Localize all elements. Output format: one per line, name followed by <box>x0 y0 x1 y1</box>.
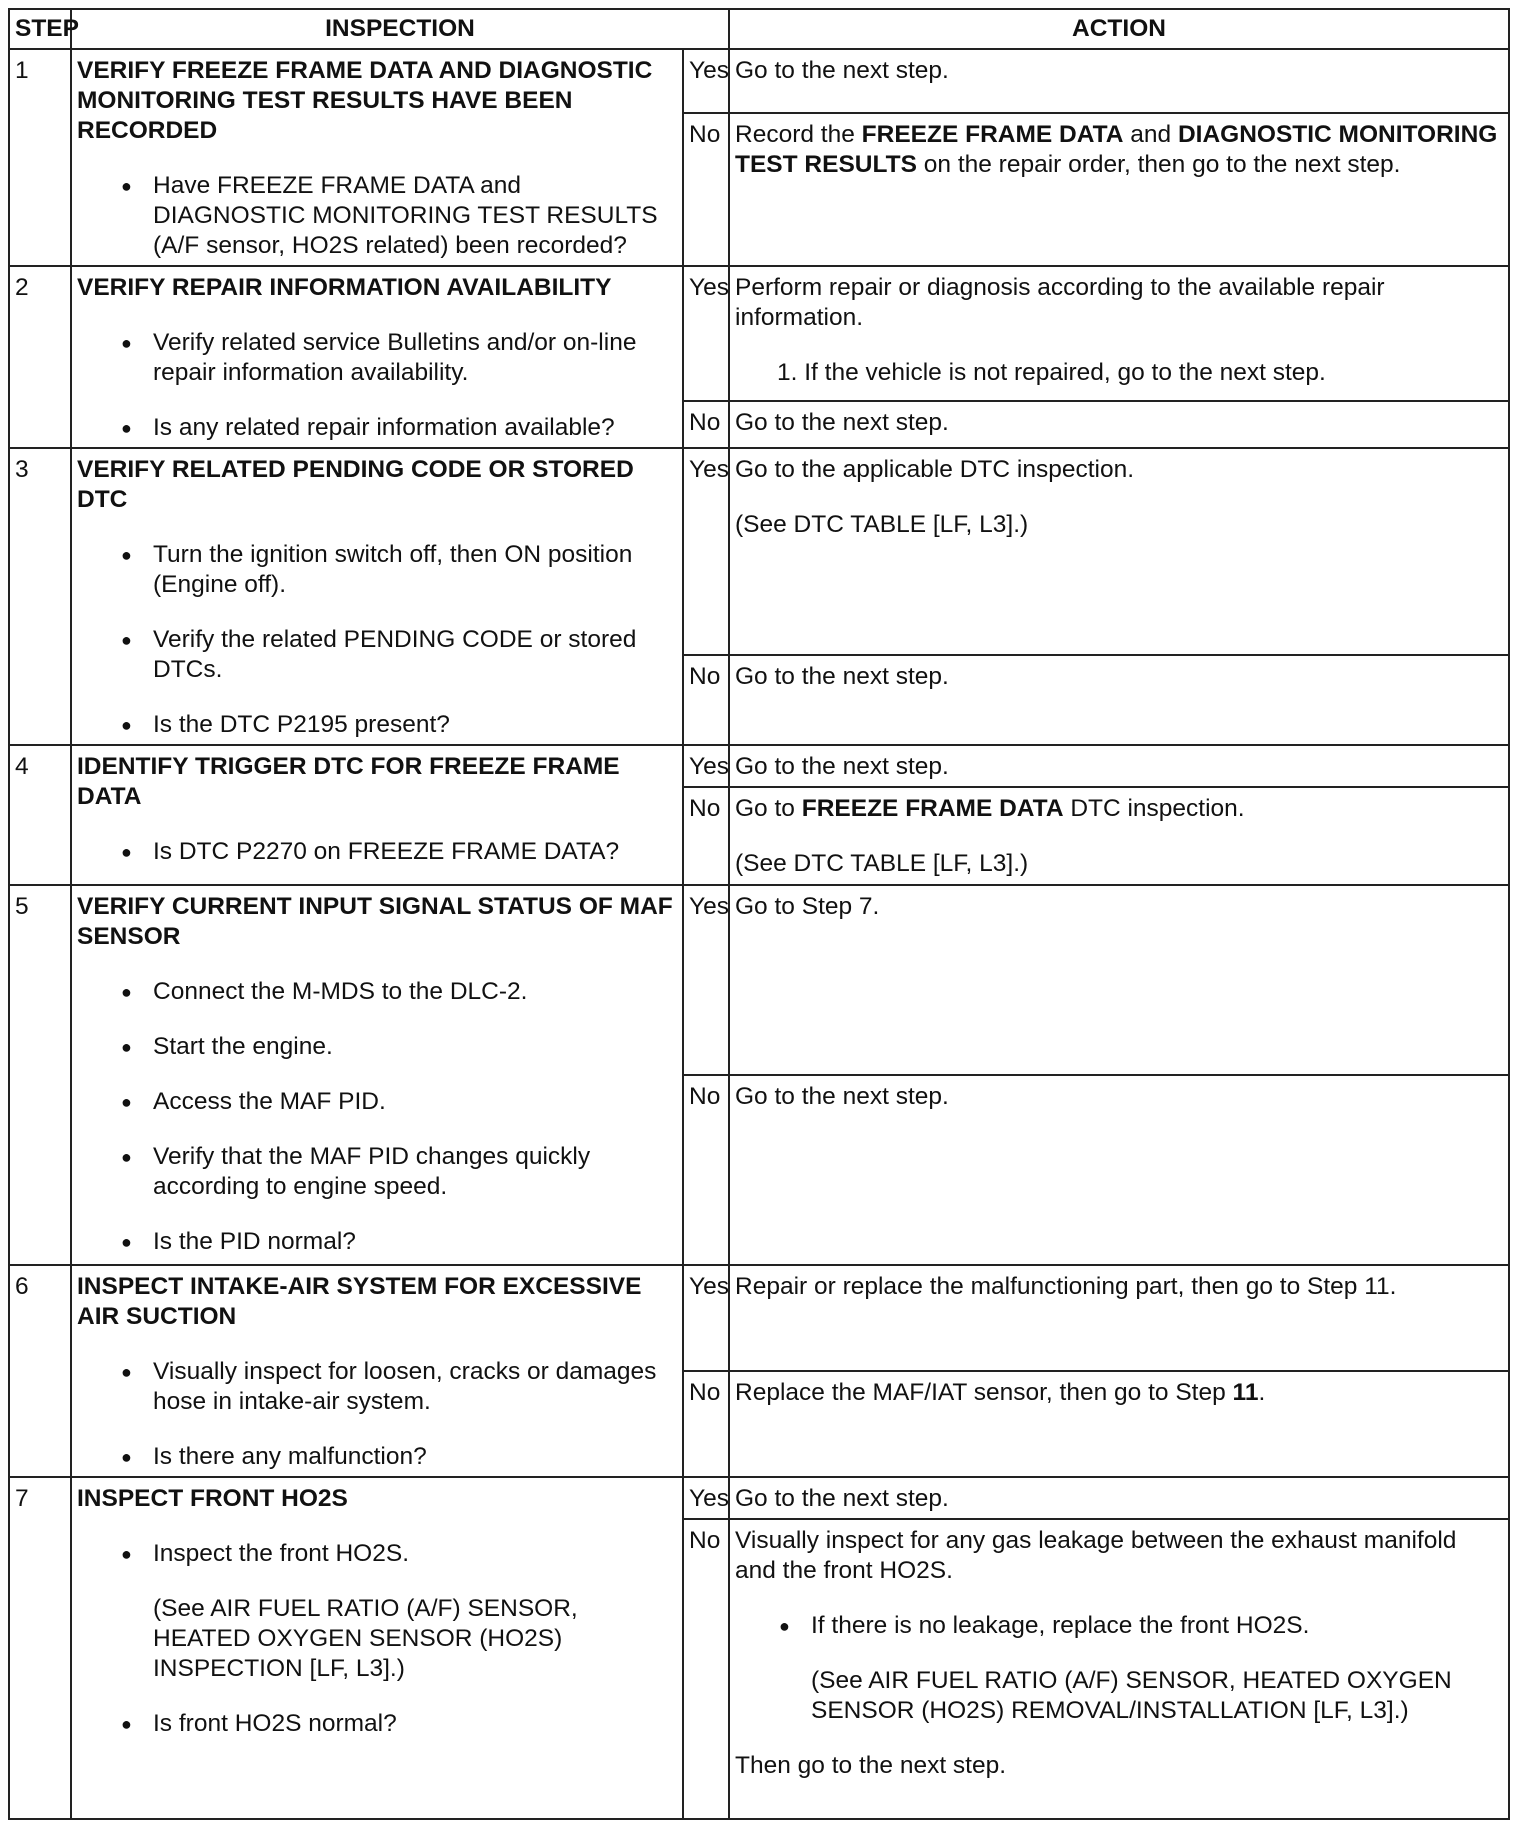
step-number: 6 <box>9 1265 71 1477</box>
bullet-list <box>77 837 677 867</box>
action-no: Go to the next step. <box>729 1075 1509 1265</box>
header-action: ACTION <box>729 9 1509 49</box>
table-row <box>9 745 1509 787</box>
bullet-list <box>77 540 677 740</box>
inspection-cell <box>71 266 683 448</box>
list-item: ● Is there any malfunction? <box>77 1442 677 1472</box>
list-item: ● Start the engine. <box>77 1032 677 1062</box>
inspection-cell <box>71 745 683 885</box>
list-item: ● Is DTC P2270 on FREEZE FRAME DATA? <box>77 837 677 867</box>
list-item: ● Inspect the front HO2S. <box>77 1539 677 1569</box>
table-row <box>9 266 1509 401</box>
inspection-cell <box>71 1265 683 1477</box>
yes-label: Yes <box>683 1265 729 1371</box>
step-title: INSPECT INTAKE-AIR SYSTEM FOR EXCESSIVE AIR SUCTION <box>77 1273 642 1330</box>
no-label: No <box>683 787 729 885</box>
yes-label: Yes <box>683 1477 729 1519</box>
action-no: Go to FREEZE FRAME DATA DTC inspection. (See DTC TABLE [LF, L3].) <box>729 787 1509 885</box>
header-row <box>9 9 1509 49</box>
list-item: ● Is the DTC P2195 present? <box>77 710 677 740</box>
yes-label: Yes <box>683 448 729 655</box>
table-row <box>9 885 1509 1075</box>
no-label: No <box>683 401 729 448</box>
list-item: ● Have FREEZE FRAME DATA and DIAGNOSTIC MONITORING TEST RESULTS (A/F sensor, HO2S related) been recorded? <box>77 171 677 261</box>
reference-text: (See AIR FUEL RATIO (A/F) SENSOR, HEATED OXYGEN SENSOR (HO2S) REMOVAL/INSTALLATION [LF, L3].) <box>811 1667 1452 1724</box>
yes-label: Yes <box>683 885 729 1075</box>
list-item: ● Visually inspect for loosen, cracks or damages hose in intake-air system. <box>77 1357 677 1417</box>
step-number: 1 <box>9 49 71 266</box>
inspection-cell <box>71 49 683 266</box>
step-number: 5 <box>9 885 71 1265</box>
table-row <box>9 448 1509 655</box>
action-yes: Go to the next step. <box>729 1477 1509 1519</box>
action-yes: Go to the next step. <box>729 745 1509 787</box>
step-title: INSPECT FRONT HO2S <box>77 1485 348 1512</box>
table-row <box>9 1477 1509 1519</box>
list-item: ● Is any related repair information available? <box>77 413 677 443</box>
action-yes: Go to the next step. <box>729 49 1509 113</box>
yes-label: Yes <box>683 49 729 113</box>
list-item: ● Is front HO2S normal? <box>77 1709 677 1739</box>
no-label: No <box>683 655 729 745</box>
inspection-cell <box>71 448 683 745</box>
list-item: ● Verify the related PENDING CODE or stored DTCs. <box>77 625 677 685</box>
bullet-list <box>77 1357 677 1472</box>
bullet-list <box>77 1539 677 1569</box>
action-yes: Go to the applicable DTC inspection. (See DTC TABLE [LF, L3].) <box>729 448 1509 655</box>
bullet-list <box>77 977 677 1257</box>
bullet-list <box>77 328 677 443</box>
table-row <box>9 49 1509 113</box>
list-item: ● Turn the ignition switch off, then ON position (Engine off). <box>77 540 677 600</box>
step-number: 7 <box>9 1477 71 1819</box>
list-item: ● Connect the M-MDS to the DLC-2. <box>77 977 677 1007</box>
list-item: ● If there is no leakage, replace the front HO2S. <box>735 1611 1503 1641</box>
bullet-list <box>77 171 677 261</box>
list-item: ● Is the PID normal? <box>77 1227 677 1257</box>
inspection-cell <box>71 1477 683 1819</box>
list-item: ● Verify that the MAF PID changes quickly according to engine speed. <box>77 1142 677 1202</box>
action-yes: Go to Step 7. <box>729 885 1509 1075</box>
action-no: Go to the next step. <box>729 401 1509 448</box>
list-item: ● Access the MAF PID. <box>77 1087 677 1117</box>
action-no: Record the FREEZE FRAME DATA and DIAGNOSTIC MONITORING TEST RESULTS on the repair order, then go to the next step. <box>729 113 1509 266</box>
step-title: IDENTIFY TRIGGER DTC FOR FREEZE FRAME DATA <box>77 753 620 810</box>
no-label: No <box>683 113 729 266</box>
reference-text: (See AIR FUEL RATIO (A/F) SENSOR, HEATED OXYGEN SENSOR (HO2S) INSPECTION [LF, L3].) <box>153 1595 578 1682</box>
yes-label: Yes <box>683 266 729 401</box>
step-number: 4 <box>9 745 71 885</box>
header-step: STEP <box>9 9 71 49</box>
list-item: ● Verify related service Bulletins and/or on-line repair information availability. <box>77 328 677 388</box>
step-title: VERIFY FREEZE FRAME DATA AND DIAGNOSTIC MONITORING TEST RESULTS HAVE BEEN RECORDED <box>77 57 653 144</box>
no-label: No <box>683 1371 729 1477</box>
action-no: Visually inspect for any gas leakage between the exhaust manifold and the front HO2S. ● If there is no leakage, replace the front HO2S. (See AIR FUEL RATIO (A/F) SENSOR, HEATED OXYGEN SENSOR (HO2S) REMOVAL/INSTALLATION [LF, L3].) Then go to the next step. <box>729 1519 1509 1819</box>
bullet-list <box>735 1611 1503 1641</box>
step-number: 3 <box>9 448 71 745</box>
action-yes: Repair or replace the malfunctioning part, then go to Step 11. <box>729 1265 1509 1371</box>
no-label: No <box>683 1519 729 1819</box>
diagnostic-table <box>8 8 1510 1820</box>
action-yes: Perform repair or diagnosis according to the available repair information. 1. If the vehicle is not repaired, go to the next step. <box>729 266 1509 401</box>
step-title: VERIFY RELATED PENDING CODE OR STORED DTC <box>77 456 634 513</box>
action-no: Go to the next step. <box>729 655 1509 745</box>
header-inspection: INSPECTION <box>71 9 729 49</box>
no-label: No <box>683 1075 729 1265</box>
action-no: Replace the MAF/IAT sensor, then go to Step 11. <box>729 1371 1509 1477</box>
yes-label: Yes <box>683 745 729 787</box>
step-number: 2 <box>9 266 71 448</box>
bullet-list <box>77 1709 677 1739</box>
table-row <box>9 1265 1509 1371</box>
step-title: VERIFY CURRENT INPUT SIGNAL STATUS OF MAF SENSOR <box>77 893 673 950</box>
step-title: VERIFY REPAIR INFORMATION AVAILABILITY <box>77 274 612 301</box>
inspection-cell <box>71 885 683 1265</box>
